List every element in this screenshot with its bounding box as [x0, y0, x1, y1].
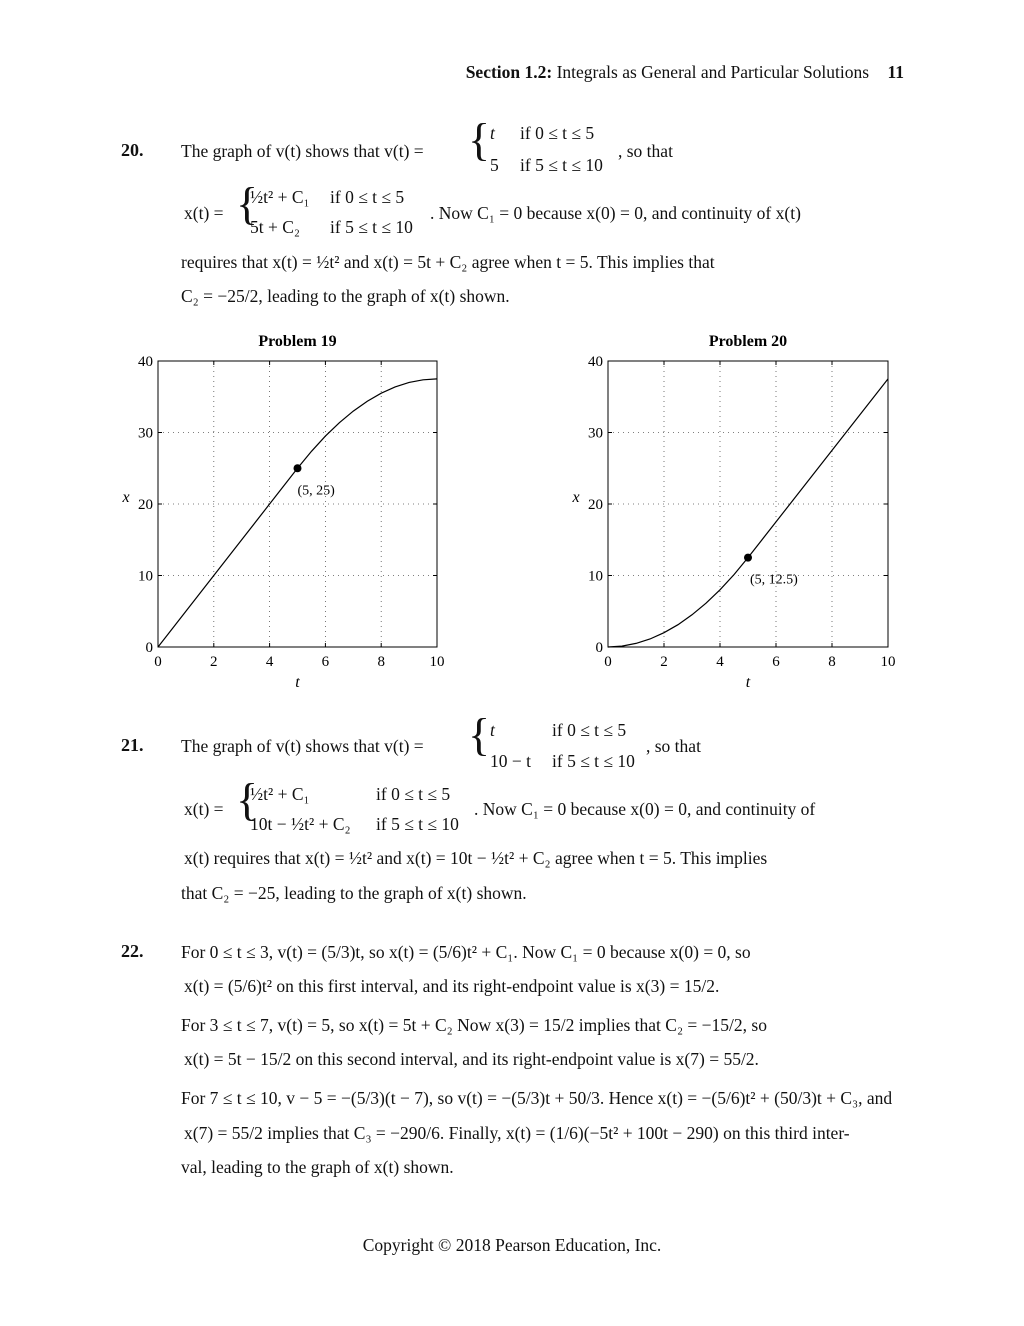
p21-case: if 0 ≤ t ≤ 5	[376, 784, 451, 804]
x-tick-label: 0	[154, 654, 162, 670]
plot-frame	[158, 361, 437, 647]
y-tick-label: 10	[138, 568, 153, 585]
p20-line-1-post: , so that	[618, 141, 673, 161]
y-tick-label: 40	[588, 354, 603, 370]
p20-line-1: The graph of v(t) shows that v(t) =	[181, 141, 424, 161]
x-axis-label: t	[745, 674, 751, 691]
p20-line-4: C₂ = −25/2, leading to the graph of x(t) shown.	[181, 286, 510, 306]
series-line	[608, 379, 888, 647]
p21-line-2-post: . Now C₁ = 0 because x(0) = 0, and continuity of	[474, 799, 816, 819]
x-tick-label: 4	[265, 654, 274, 670]
p20-case: t	[490, 123, 495, 143]
chart-problem-20	[571, 333, 895, 691]
x-tick-label: 2	[660, 654, 668, 670]
x-tick-label: 8	[377, 654, 385, 670]
p20-case: 5t + C₂	[250, 217, 301, 237]
x-tick-label: 10	[429, 654, 445, 670]
p21-case: 10t − ½t² + C₂	[250, 814, 351, 834]
p20-case: ½t² + C₁	[250, 187, 310, 207]
p22-line-7: val, leading to the graph of x(t) shown.	[181, 1157, 454, 1177]
x-tick-label: 10	[880, 654, 896, 670]
copyright-footer: Copyright © 2018 Pearson Education, Inc.	[362, 1235, 662, 1255]
x-tick-label: 8	[828, 654, 836, 670]
x-tick-label: 2	[210, 654, 218, 670]
p20-case: if 0 ≤ t ≤ 5	[330, 187, 405, 207]
y-tick-label: 40	[138, 354, 153, 370]
p21-brace-2: {	[236, 774, 259, 825]
p21-line-2: x(t) =	[184, 799, 224, 819]
p20-line-2-post: . Now C₁ = 0 because x(0) = 0, and continuity of x(t)	[430, 203, 801, 223]
p21-case: if 0 ≤ t ≤ 5	[552, 720, 627, 740]
problem-number: 22.	[121, 941, 144, 961]
y-tick-label: 30	[138, 425, 153, 442]
x-tick-label: 4	[716, 654, 724, 670]
data-point-label: (5, 12.5)	[750, 572, 798, 588]
p20-case: 5	[490, 155, 499, 175]
p21-case: t	[490, 720, 495, 740]
p22-line-6: x(7) = 55/2 implies that C₃ = −290/6. Finally, x(t) = (1/6)(−5t² + 100t − 290) on this third inter-	[184, 1123, 850, 1143]
p20-case: if 5 ≤ t ≤ 10	[520, 155, 603, 175]
p20-case: if 5 ≤ t ≤ 10	[330, 217, 413, 237]
p22-line-2: x(t) = (5/6)t² on this first interval, and its right-endpoint value is x(3) = 15/2.	[184, 976, 720, 996]
p21-brace-1: {	[468, 709, 491, 760]
chart-problem-19	[121, 333, 444, 691]
p20-case: if 0 ≤ t ≤ 5	[520, 123, 595, 143]
p21-case: 10 − t	[490, 751, 531, 771]
series-line	[158, 379, 437, 647]
p21-case: if 5 ≤ t ≤ 10	[376, 814, 459, 834]
y-tick-label: 0	[145, 640, 153, 656]
p21-case: ½t² + C₁	[250, 784, 310, 804]
p22-line-3: For 3 ≤ t ≤ 7, v(t) = 5, so x(t) = 5t + C₂ Now x(3) = 15/2 implies that C₂ = −15/2, so	[181, 1015, 767, 1035]
p20-line-3: requires that x(t) = ½t² and x(t) = 5t + C₂ agree when t = 5. This implies that	[181, 252, 715, 272]
x-axis-label: t	[295, 674, 300, 691]
p21-line-1: The graph of v(t) shows that v(t) =	[181, 736, 424, 756]
p20-brace-1: {	[468, 114, 491, 165]
p21-case: if 5 ≤ t ≤ 10	[552, 751, 635, 771]
y-tick-label: 30	[588, 425, 603, 442]
section-label: Section 1.2:	[465, 62, 553, 82]
x-tick-label: 6	[772, 654, 780, 670]
data-point-label: (5, 25)	[297, 483, 335, 499]
p20-brace-2: {	[236, 178, 259, 229]
chart-title: Problem 20	[708, 333, 788, 350]
p21-line-1-post: , so that	[646, 736, 701, 756]
y-tick-label: 20	[588, 497, 603, 513]
p22-line-4: x(t) = 5t − 15/2 on this second interval, and its right-endpoint value is x(7) = 55/2.	[184, 1049, 759, 1069]
p21-line-4: that C₂ = −25, leading to the graph of x(t) shown.	[181, 883, 527, 903]
problem-number: 21.	[121, 735, 144, 755]
p22-line-5: For 7 ≤ t ≤ 10, v − 5 = −(5/3)(t − 7), so v(t) = −(5/3)t + 50/3. Hence x(t) = −(5/6)t² + (50/3)t + C₃, and	[181, 1088, 893, 1108]
problem-number: 20.	[121, 140, 144, 160]
chart-title: Problem 19	[258, 333, 337, 350]
y-axis-label: x	[572, 488, 580, 506]
data-point	[294, 464, 302, 472]
x-tick-label: 0	[604, 654, 612, 670]
page-header	[466, 62, 904, 83]
y-tick-label: 10	[588, 568, 603, 585]
p21-line-3: x(t) requires that x(t) = ½t² and x(t) = 10t − ½t² + C₂ agree when t = 5. This implies	[184, 848, 768, 868]
section-title: Integrals as General and Particular Solutions	[556, 62, 870, 82]
page-number: 11	[887, 62, 904, 82]
y-axis-label: x	[122, 488, 130, 506]
y-tick-label: 0	[595, 640, 603, 656]
p22-line-1: For 0 ≤ t ≤ 3, v(t) = (5/3)t, so x(t) = (5/6)t² + C₁. Now C₁ = 0 because x(0) = 0, so	[181, 942, 751, 962]
x-tick-label: 6	[321, 654, 330, 670]
data-point	[744, 554, 752, 562]
p20-line-2: x(t) =	[184, 203, 224, 223]
figure-charts	[0, 325, 1024, 695]
y-tick-label: 20	[138, 497, 153, 513]
